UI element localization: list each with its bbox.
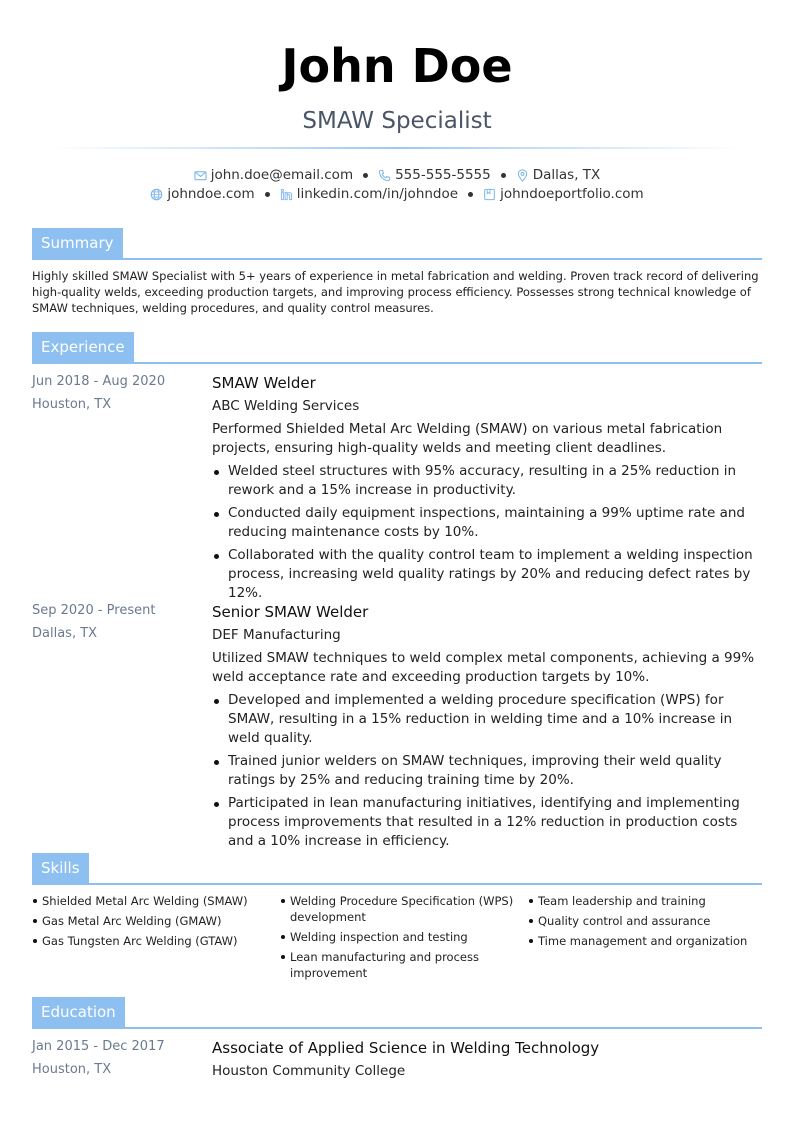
education-section-header <box>32 997 762 1029</box>
skill-item: Time management and organization <box>528 933 762 949</box>
skill-item: Welding Procedure Specification (WPS) development <box>280 893 528 925</box>
portfolio-icon <box>483 188 496 201</box>
achievement-item: Trained junior welders on SMAW techniques, improving their weld quality ratings by 25% and reducing training time by 20%. <box>212 752 764 790</box>
contact-website-text: johndoe.com <box>167 186 255 202</box>
separator-dot <box>265 192 270 197</box>
separator-dot <box>468 192 473 197</box>
school-name: Houston Community College <box>212 1063 406 1079</box>
separator-dot <box>363 173 368 178</box>
achievement-item: Developed and implemented a welding procedure specification (WPS) for SMAW, resulting in a 15% reduction in welding time and a 10% increase in weld quality. <box>212 691 764 748</box>
skill-item: Shielded Metal Arc Welding (SMAW) <box>32 893 280 909</box>
skill-item: Gas Metal Arc Welding (GMAW) <box>32 913 280 929</box>
education-location: Houston, TX <box>32 1062 112 1077</box>
contact-location <box>516 166 601 184</box>
company-name: DEF Manufacturing <box>212 627 341 643</box>
skill-item: Quality control and assurance <box>528 913 762 929</box>
linkedin-icon <box>280 188 293 201</box>
experience-dates: Sep 2020 - Present <box>32 603 156 618</box>
contact-portfolio-text: johndoeportfolio.com <box>500 186 644 202</box>
contact-portfolio[interactable] <box>483 185 644 203</box>
experience-section-header <box>32 332 762 364</box>
contact-email-text: john.doe@email.com <box>210 167 354 183</box>
contact-line-1 <box>0 166 794 184</box>
mail-icon <box>194 169 207 182</box>
contact-phone[interactable] <box>378 166 491 184</box>
skills-section-header <box>32 853 762 885</box>
achievement-list <box>212 462 764 603</box>
contact-linkedin[interactable] <box>280 185 458 203</box>
job-role: Senior SMAW Welder <box>212 603 369 621</box>
achievement-item: Collaborated with the quality control team to implement a welding inspection process, increasing weld quality ratings by 20% and reducing defect rates by 12%. <box>212 546 764 603</box>
achievement-item: Conducted daily equipment inspections, maintaining a 99% uptime rate and reducing maintenance costs by 10%. <box>212 504 764 542</box>
contact-email[interactable] <box>194 166 353 184</box>
summary-heading: Summary <box>32 228 123 258</box>
contact-line-2 <box>0 185 794 203</box>
skills-column <box>280 893 528 985</box>
candidate-name: John Doe <box>281 39 513 93</box>
separator-dot <box>501 173 506 178</box>
skill-item: Team leadership and training <box>528 893 762 909</box>
job-description: Performed Shielded Metal Arc Welding (SMAW) on various metal fabrication projects, ensuring high-quality welds and meeting client deadlines. <box>212 421 723 456</box>
education-dates: Jan 2015 - Dec 2017 <box>32 1039 165 1054</box>
skills-column <box>528 893 762 985</box>
education-heading: Education <box>32 997 125 1027</box>
summary-section-header <box>32 228 762 260</box>
achievement-list <box>212 691 764 851</box>
skill-item: Welding inspection and testing <box>280 929 528 945</box>
experience-heading: Experience <box>32 332 134 362</box>
summary-text: Highly skilled SMAW Specialist with 5+ years of experience in metal fabrication and welding. Proven track record of delivering high-quality welds, exceeding production targets, and improving process efficiency. Possesses strong technical knowledge of SMAW techniques, welding procedures, and quality control measures. <box>32 269 759 315</box>
skills-heading: Skills <box>32 853 89 883</box>
title-divider <box>52 147 742 149</box>
degree-name: Associate of Applied Science in Welding Technology <box>212 1039 600 1057</box>
phone-icon <box>378 169 391 182</box>
job-description: Utilized SMAW techniques to weld complex metal components, achieving a 99% weld acceptance rate and exceeding production targets by 10%. <box>212 650 755 685</box>
experience-body <box>212 602 764 855</box>
experience-body <box>212 373 764 607</box>
contact-location-text: Dallas, TX <box>532 167 601 183</box>
contact-linkedin-text: linkedin.com/in/johndoe <box>296 186 459 202</box>
skill-item: Gas Tungsten Arc Welding (GTAW) <box>32 933 280 949</box>
education-body <box>212 1038 764 1080</box>
job-role: SMAW Welder <box>212 374 316 392</box>
skills-column <box>32 893 280 985</box>
achievement-item: Participated in lean manufacturing initiatives, identifying and implementing process improvements that resulted in a 12% reduction in production costs and a 10% increase in efficiency. <box>212 794 764 851</box>
candidate-title: SMAW Specialist <box>302 108 492 134</box>
company-name: ABC Welding Services <box>212 398 360 414</box>
skills-grid <box>32 893 762 985</box>
contact-phone-text: 555-555-5555 <box>395 167 491 183</box>
contact-website[interactable] <box>150 185 254 203</box>
experience-location: Houston, TX <box>32 397 112 412</box>
experience-dates: Jun 2018 - Aug 2020 <box>32 374 166 389</box>
achievement-item: Welded steel structures with 95% accuracy, resulting in a 25% reduction in rework and a 15% increase in productivity. <box>212 462 764 500</box>
skill-item: Lean manufacturing and process improvement <box>280 949 528 981</box>
experience-location: Dallas, TX <box>32 626 98 641</box>
map-pin-icon <box>516 169 529 182</box>
globe-icon <box>150 188 163 201</box>
